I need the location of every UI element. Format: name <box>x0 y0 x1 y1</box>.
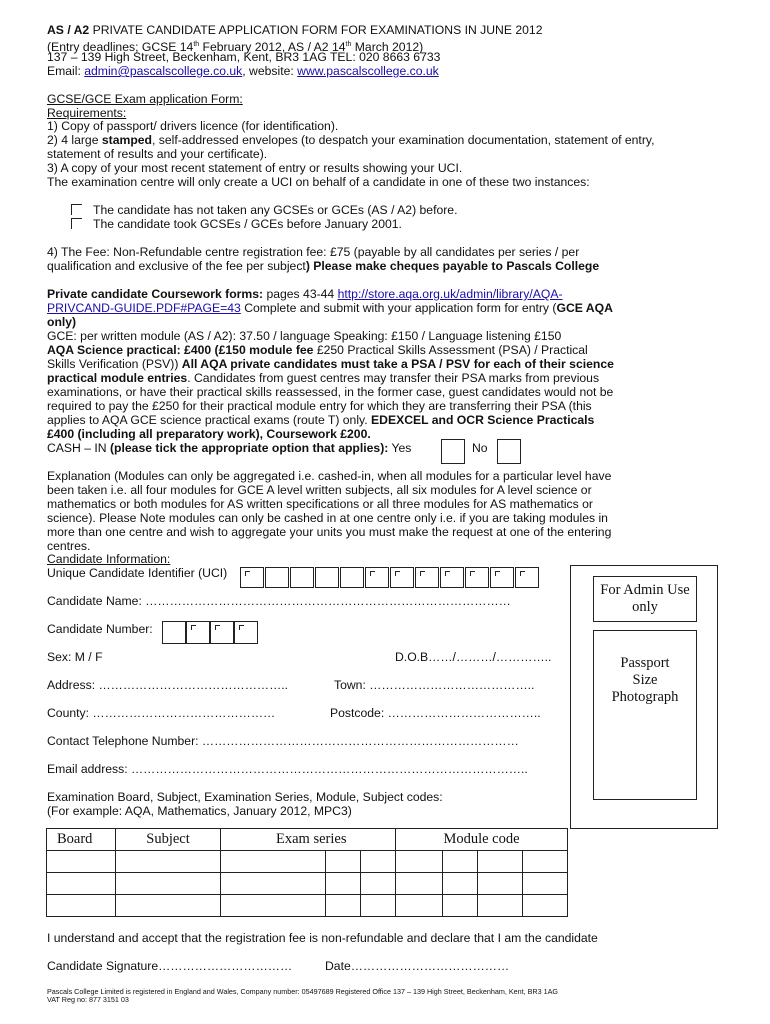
table-row[interactable] <box>47 895 568 917</box>
footer-vat: VAT Reg no: 877 3151 03 <box>47 995 129 1004</box>
cash-in-line: CASH – IN (please tick the appropriate option that applies): Yes <box>47 441 412 455</box>
table-row[interactable] <box>47 851 568 873</box>
applies-line: applies to AQA GCE science practical exams (route T) only. EDEXCEL and OCR Science Practicals <box>47 413 595 427</box>
aqa-guide-link-cont[interactable]: PRIVCAND-GUIDE.PDF#PAGE=43 <box>47 301 241 315</box>
requirements-heading: Requirements: <box>47 106 127 120</box>
psv-line: Skills Verification (PSV)) All AQA private candidates must take a PSA / PSV for each of their science <box>47 357 614 371</box>
candidate-heading: Candidate Information: <box>47 552 171 566</box>
explanation-line-6: centres. <box>47 539 91 553</box>
required-line: required to pay the £250 for their practical module entry for which they are transferring their PSA (this <box>47 399 592 413</box>
admin-use-box <box>593 576 697 622</box>
admin-use-line-2: only <box>632 599 658 615</box>
header-subject: Subject <box>116 829 221 851</box>
cash-in-yes-box[interactable] <box>441 439 465 464</box>
candidate-number-boxes[interactable] <box>162 621 258 644</box>
exam-line: examinations, or have their practical skills reassessed, in the former case, guest candidates would not be <box>47 385 614 399</box>
email-field[interactable]: Email address: …………………………………………………………………………………….. <box>47 762 528 776</box>
requirement-2: 2) 4 large stamped, self-addressed envelopes (to despatch your examination documentation, statement of entry, <box>47 133 655 147</box>
option-2-checkbox[interactable] <box>71 218 82 229</box>
coursework-line: Private candidate Coursework forms: pages 43-44 http://store.aqa.org.uk/admin/library/AQA- <box>47 287 563 301</box>
signature-field[interactable]: Candidate Signature…………………………… <box>47 959 293 973</box>
requirement-1: 1) Copy of passport/ drivers licence (for identification). <box>47 119 339 133</box>
date-field[interactable]: Date………………………………… <box>325 959 510 973</box>
photo-line-3: Photograph <box>611 689 679 705</box>
explanation-line-2: been taken i.e. all four modules for GCE A level written subjects, all six modules for A level science or <box>47 483 592 497</box>
dob-field[interactable]: D.O.B……/………/………….. <box>395 650 552 664</box>
coursework-fee-line: £400 (including all preparatory work), Coursework £200. <box>47 427 371 441</box>
table-header-row <box>47 829 568 851</box>
passport-photo-box[interactable] <box>593 630 697 800</box>
board-example: (For example: AQA, Mathematics, January 2012, MPC3) <box>47 804 352 818</box>
admin-panel <box>570 565 718 829</box>
aqa-guide-link[interactable]: http://store.aqa.org.uk/admin/library/AQA- <box>337 287 563 301</box>
footer-registration: Pascals College Limited is registered in England and Wales, Company number: 05497689 Registered Office 137 – 139 High Street, Beckenham, Kent, BR3 1AG <box>47 987 558 996</box>
declaration-text: I understand and accept that the registration fee is non-refundable and declare that I am the candidate <box>47 931 598 945</box>
explanation-line-5: more than one centre and wish to aggregate your units you must make the request at one of the entering <box>47 525 612 539</box>
town-field[interactable]: Town: ………………………………….. <box>334 678 535 692</box>
fee-line: 4) The Fee: Non-Refundable centre registration fee: £75 (payable by all candidates per series / per <box>47 245 580 259</box>
header-exam-series: Exam series <box>221 829 396 851</box>
table-row[interactable] <box>47 873 568 895</box>
admin-use-line-1: For Admin Use <box>600 582 690 598</box>
explanation-line-1: Explanation (Modules can only be aggregated i.e. cashed-in, when all modules for a particular level have <box>47 469 612 483</box>
uci-note: The examination centre will only create a UCI on behalf of a candidate in one of these two instances: <box>47 175 590 189</box>
option-1-label: The candidate has not taken any GCSEs or GCEs (AS / A2) before. <box>93 203 458 217</box>
option-2-label: The candidate took GCSEs / GCEs before January 2001. <box>93 217 402 231</box>
explanation-line-4: science). Please Note modules can only be cashed in at one centre only i.e. if you are taking modules in <box>47 511 608 525</box>
form-title: AS / A2 PRIVATE CANDIDATE APPLICATION FORM FOR EXAMINATIONS IN JUNE 2012 <box>47 23 543 37</box>
postcode-field[interactable]: Postcode: ……………………………….. <box>330 706 541 720</box>
science-practical: AQA Science practical: £400 (£150 module fee £250 Practical Skills Assessment (PSA) / Practical <box>47 343 588 357</box>
candidate-name-field[interactable]: Candidate Name: ……………………………………………………………………………… <box>47 594 511 608</box>
explanation-line-3: mathematics or both modules for AS written specifications or all three modules for AS mathematics or <box>47 497 593 511</box>
gce-only: only) <box>47 315 77 329</box>
option-1-checkbox[interactable] <box>71 204 82 215</box>
email-link[interactable]: admin@pascalscollege.co.uk <box>84 64 243 78</box>
section-heading: GCSE/GCE Exam application Form: <box>47 92 243 106</box>
pme-line: practical module entries. Candidates from guest centres may transfer their PSA marks from previous <box>47 371 600 385</box>
website-link[interactable]: www.pascalscollege.co.uk <box>297 64 439 78</box>
entry-deadlines: (Entry deadlines; GCSE 14th February 2012, AS / A2 14th March 2012) <box>47 40 424 55</box>
candidate-number-label: Candidate Number: <box>47 622 153 636</box>
college-address: 137 – 139 High Street, Beckenham, Kent, BR3 1AG TEL: 020 8663 6733 <box>47 50 441 64</box>
exam-entries-table <box>46 828 568 917</box>
county-field[interactable]: County: ……………………………………… <box>47 706 276 720</box>
coursework-line-2: PRIVCAND-GUIDE.PDF#PAGE=43 Complete and submit with your application form for entry (GCE AQA <box>47 301 613 315</box>
photo-line-2: Size <box>632 672 658 688</box>
contact-line: Email: admin@pascalscollege.co.uk, website: www.pascalscollege.co.uk <box>47 64 439 78</box>
cash-in-no-box[interactable] <box>497 439 521 464</box>
header-module-code: Module code <box>396 829 568 851</box>
uci-boxes[interactable] <box>240 567 548 588</box>
address-field[interactable]: Address: ……………………………………….. <box>47 678 289 692</box>
cash-in-no-label: No <box>472 441 488 455</box>
fee-line-2: qualification and exclusive of the fee per subject) Please make cheques payable to Pascals College <box>47 259 600 273</box>
sex-field[interactable]: Sex: M / F <box>47 650 103 664</box>
phone-field[interactable]: Contact Telephone Number: …………………………………………………………………… <box>47 734 519 748</box>
requirement-3: 3) A copy of your most recent statement of entry or results showing your UCI. <box>47 161 463 175</box>
photo-line-1: Passport <box>620 655 670 671</box>
board-instructions: Examination Board, Subject, Examination Series, Module, Subject codes: <box>47 790 443 804</box>
uci-label: Unique Candidate Identifier (UCI) <box>47 566 228 580</box>
gce-fees: GCE: per written module (AS / A2): 37.50 / language Speaking: £150 / Language listening £150 <box>47 329 562 343</box>
header-board: Board <box>47 829 116 851</box>
requirement-2-cont: statement of results and your certificate). <box>47 147 268 161</box>
